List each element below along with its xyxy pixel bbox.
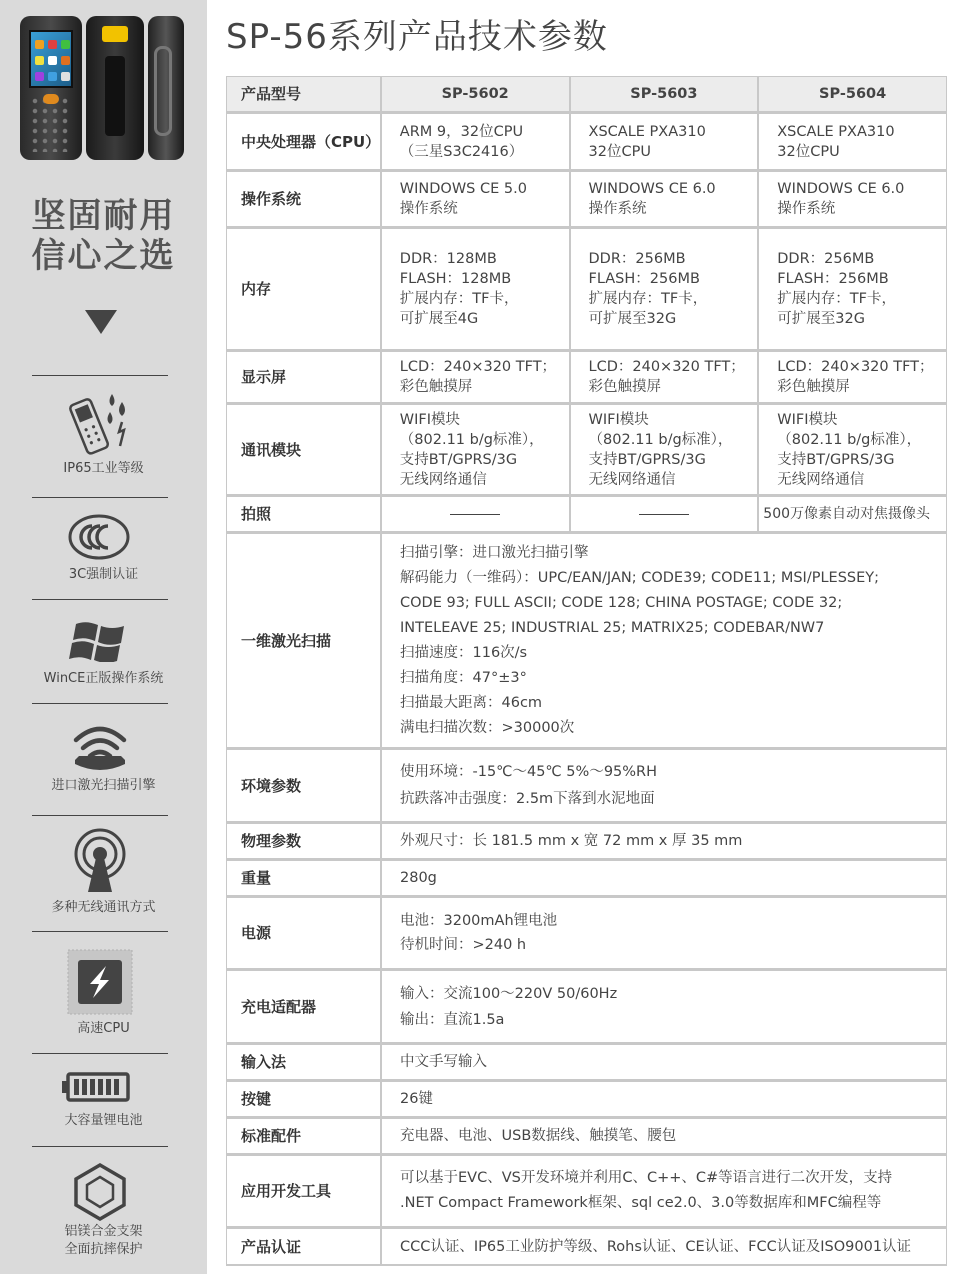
device-back-image — [86, 16, 144, 160]
divider — [32, 703, 168, 704]
row-label: 环境参数 — [226, 749, 381, 823]
model-header: SP-5604 — [758, 76, 947, 113]
table-row-input — [226, 1044, 947, 1081]
feature-label: 大容量锂电池 — [64, 1113, 143, 1128]
not-available-dash — [450, 514, 500, 515]
row-label: 重量 — [226, 860, 381, 897]
table-row-physical — [226, 823, 947, 860]
table-row-camera — [226, 496, 947, 533]
table-row-weight — [226, 860, 947, 897]
spec-cell: 可以基于EVC、VS开发环境并利用C、C++、C#等语言进行二次开发，支持 .NET Compact Framework框架、sql ce2.0、3.0等数据库和MFC编程等 — [381, 1155, 947, 1228]
table-row-accessories — [226, 1118, 947, 1155]
table-row-cpu — [226, 113, 947, 171]
table-header-row — [226, 76, 947, 113]
model-header: SP-5603 — [570, 76, 759, 113]
sidebar — [0, 0, 207, 1274]
cpu-icon — [0, 948, 207, 1018]
feature-label: 全面抗摔保护 — [64, 1242, 143, 1257]
spec-cell: LCD：240×320 TFT； 彩色触摸屏 — [570, 351, 759, 404]
table-row-scan — [226, 533, 947, 749]
row-label: 输入法 — [226, 1044, 381, 1081]
divider — [32, 931, 168, 932]
down-arrow-icon — [85, 310, 117, 334]
feature-label: 多种无线通讯方式 — [51, 900, 156, 915]
table-row-os — [226, 171, 947, 228]
product-photo — [14, 16, 184, 164]
page-title: SP-56系列产品技术参数 — [226, 17, 608, 57]
spec-cell: WIFI模块 （802.11 b/g标准）， 支持BT/GPRS/3G 无线网络通信 — [758, 404, 947, 496]
divider — [32, 1053, 168, 1054]
row-label: 内存 — [226, 228, 381, 351]
table-row-comm — [226, 404, 947, 496]
spec-cell: XSCALE PXA310 32位CPU — [758, 113, 947, 171]
spec-cell: WINDOWS CE 6.0 操作系统 — [570, 171, 759, 228]
spec-cell: WIFI模块 （802.11 b/g标准）， 支持BT/GPRS/3G 无线网络通信 — [570, 404, 759, 496]
slogan-line-1: 坚固耐用 — [31, 196, 176, 236]
row-label: 中央处理器（CPU） — [226, 113, 381, 171]
spec-cell: LCD：240×320 TFT； 彩色触摸屏 — [758, 351, 947, 404]
feature-label: 3C强制认证 — [68, 567, 139, 582]
table-row-memory — [226, 228, 947, 351]
row-label: 一维激光扫描 — [226, 533, 381, 749]
spec-cell: DDR：128MB FLASH：128MB 扩展内存：TF卡， 可扩展至4G — [381, 228, 570, 351]
spec-cell: 扫描引擎：进口激光扫描引擎 解码能力（一维码）：UPC/EAN/JAN; CODE39; CODE11; MSI/PLESSEY; CODE 93; FULL ASCII; CODE 128; CHINA POSTAGE; CODE 32; INTELEAVE 25; INDUSTRIAL 25; MATRIX25; CODEBAR/NW7 扫描速度：116次/s 扫描角度：47°±3° 扫描最大距离：46cm 满电扫描次数：>30000次 — [381, 533, 947, 749]
spec-cell — [381, 496, 570, 533]
row-label: 应用开发工具 — [226, 1155, 381, 1228]
table-row-power — [226, 897, 947, 970]
model-header: SP-5602 — [381, 76, 570, 113]
spec-cell: DDR：256MB FLASH：256MB 扩展内存：TF卡， 可扩展至32G — [570, 228, 759, 351]
laser-scan-icon — [0, 720, 207, 776]
feature-label: WinCE正版操作系统 — [43, 671, 164, 686]
wireless-icon — [0, 828, 207, 894]
table-row-display — [226, 351, 947, 404]
feature-label: 高速CPU — [77, 1021, 130, 1036]
divider — [32, 815, 168, 816]
spec-cell: 280g — [381, 860, 947, 897]
spec-cell: WIFI模块 （802.11 b/g标准）， 支持BT/GPRS/3G 无线网络通信 — [381, 404, 570, 496]
feature-label: 铝镁合金支架 — [64, 1224, 143, 1239]
device-front-image — [20, 16, 82, 160]
spec-cell: CCC认证、IP65工业防护等级、Rohs认证、CE认证、FCC认证及ISO9001认证 — [381, 1228, 947, 1266]
spec-cell: XSCALE PXA310 32位CPU — [570, 113, 759, 171]
spec-cell: WINDOWS CE 5.0 操作系统 — [381, 171, 570, 228]
slogan-line-2: 信心之选 — [31, 236, 176, 276]
device-side-image — [148, 16, 184, 160]
row-label: 物理参数 — [226, 823, 381, 860]
spec-cell: 充电器、电池、USB数据线、触摸笔、腰包 — [381, 1118, 947, 1155]
spec-cell: DDR：256MB FLASH：256MB 扩展内存：TF卡， 可扩展至32G — [758, 228, 947, 351]
spec-cell: 外观尺寸：长 181.5 mm x 宽 72 mm x 厚 35 mm — [381, 823, 947, 860]
slogan — [0, 196, 207, 276]
feature-label: IP65工业等级 — [63, 461, 144, 476]
row-label: 产品认证 — [226, 1228, 381, 1266]
feature-label: 进口激光扫描引擎 — [51, 778, 156, 793]
spec-cell: LCD：240×320 TFT； 彩色触摸屏 — [381, 351, 570, 404]
alloy-icon — [0, 1163, 207, 1221]
row-label: 拍照 — [226, 496, 381, 533]
not-available-dash — [639, 514, 689, 515]
spec-cell: 500万像素自动对焦摄像头 — [758, 496, 947, 533]
row-label: 按键 — [226, 1081, 381, 1118]
row-label: 电源 — [226, 897, 381, 970]
divider — [32, 375, 168, 376]
spec-cell — [570, 496, 759, 533]
ip65-icon — [0, 390, 207, 458]
row-label: 充电适配器 — [226, 970, 381, 1044]
3c-cert-icon — [0, 512, 207, 562]
divider — [32, 1146, 168, 1147]
table-row-cert — [226, 1228, 947, 1266]
spec-cell: 输入：交流100～220V 50/60Hz 输出：直流1.5a — [381, 970, 947, 1044]
table-row-charger — [226, 970, 947, 1044]
row-label: 标准配件 — [226, 1118, 381, 1155]
spec-cell: 电池：3200mAh锂电池 待机时间：>240 h — [381, 897, 947, 970]
spec-cell: 使用环境：-15℃～45℃ 5%～95%RH 抗跌落冲击强度：2.5m下落到水泥地面 — [381, 749, 947, 823]
battery-icon — [0, 1070, 207, 1104]
divider — [32, 497, 168, 498]
spec-cell: WINDOWS CE 6.0 操作系统 — [758, 171, 947, 228]
spec-cell: 中文手写输入 — [381, 1044, 947, 1081]
table-row-keys — [226, 1081, 947, 1118]
row-label: 操作系统 — [226, 171, 381, 228]
divider — [32, 599, 168, 600]
row-label: 显示屏 — [226, 351, 381, 404]
spec-cell: 26键 — [381, 1081, 947, 1118]
row-label: 通讯模块 — [226, 404, 381, 496]
spec-cell: ARM 9，32位CPU （三星S3C2416） — [381, 113, 570, 171]
table-row-environment — [226, 749, 947, 823]
windows-icon — [0, 616, 207, 662]
table-row-devtools — [226, 1155, 947, 1228]
row-label: 产品型号 — [226, 76, 381, 113]
